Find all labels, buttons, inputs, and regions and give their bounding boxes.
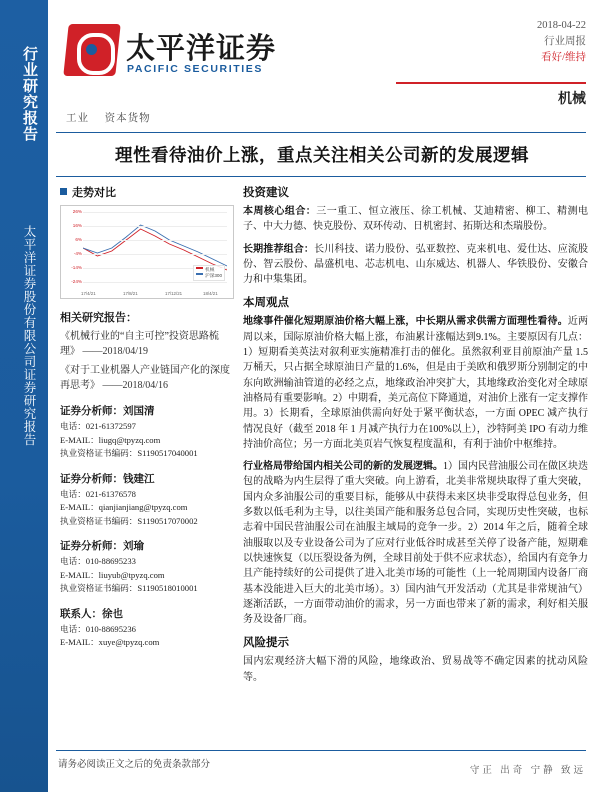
chart-heading-label: 走势对比 (72, 187, 116, 199)
related-report-name: 《机械行业的“自主可控”投资思路梳理》 (60, 331, 219, 357)
chart-ytick-4: -14% (71, 265, 82, 270)
chart-xtick-0: 17/4/21 (81, 291, 96, 296)
rail-title: 行业研究报告 (21, 46, 37, 142)
related-report-name: 《对于工业机器人产业链国产化的深度再思考》 (60, 365, 230, 391)
risk-text: 国内宏观经济大幅下滑的风险，地缘政治、贸易战等不确定因素的扰动风险等。 (243, 656, 588, 683)
chart-legend-0: 机械 (205, 267, 215, 272)
chart-ytick-0: 26% (72, 209, 82, 214)
left-column (60, 184, 232, 650)
left-rail (0, 0, 48, 792)
related-reports-heading: 相关研究报告： (60, 312, 137, 324)
report-date: 2018-04-22 (537, 20, 586, 31)
chart-xtick-6: 18/4/21 (203, 291, 218, 296)
contact-name: 联系人：徐也 (60, 608, 123, 620)
rail-subtitle: 太平洋证券股份有限公司证券研究报告 (22, 225, 36, 446)
footer-disclaimer: 请务必阅读正文之后的免责条款部分 (58, 760, 211, 770)
tag-sector: 资本货物 (104, 113, 151, 124)
analyst-block (60, 471, 232, 529)
analyst-phone: 电话：010-88695233 (60, 556, 136, 566)
analyst-block (60, 403, 232, 461)
industry-logic-label: 行业格局带给国内相关公司的新的发展逻辑。 (243, 461, 443, 473)
contact-email[interactable]: E-MAIL：xuye@tpyzq.com (60, 637, 160, 647)
chart-legend-1: 沪深300 (205, 273, 222, 278)
square-bullet-icon (60, 188, 67, 195)
logo-chinese-name: 太平洋证券 (126, 33, 277, 65)
analyst-email[interactable]: E-MAIL：qianjianjiang@tpyzq.com (60, 502, 188, 512)
weekly-view-paragraph (243, 314, 588, 452)
related-report-item[interactable] (60, 329, 232, 359)
chart-ytick-5: -24% (71, 279, 82, 284)
chart-heading (60, 184, 232, 200)
core-portfolio-paragraph (243, 204, 588, 235)
contact-phone: 电话：010-88695236 (60, 623, 136, 634)
title-top-divider (56, 132, 586, 133)
analyst-email[interactable]: E-MAIL：liuyub@tpyzq.com (60, 569, 165, 580)
footer-divider (56, 750, 586, 751)
chart-xtick-4: 17/12/21 (165, 291, 183, 296)
analyst-name: 证券分析师：刘国清 (60, 406, 155, 417)
rating-badge: 看好/维持 (541, 52, 586, 63)
weekly-view-text: 近两周以来，国际原油价格大幅上涨，布油累计涨幅达到9.1%。主要原因有几点：1）短期看美英法对叙利亚实施精准打击的催化。虽然叙利亚目前原油产量 1.5 万桶天，只占据全球原油日产量的1.6%，但是由于美欧和俄罗斯分别制定的中东向欧洲输油管道的必经之点，地缘政治冲突扩大，其地缘政治变化对全球原油格局有重要影响。2）中期看，美元高位下降通道，对油价上涨有一定支撑作用。3）长期看，全球原油供需向好处于紧平衡状态，一方面 OPEC 减产执行情况良好（截至 2018 年 1 月减产执行力在100%以上），沙特阿美 IPO 有动力维持油价高位；另一方面北美页岩气恢复程度温和，有利于油价中枢维持。 (243, 316, 589, 450)
logo-english-name: PACIFIC SECURITIES (127, 63, 263, 75)
trend-chart (60, 205, 234, 299)
chart-xtick-2: 17/8/21 (123, 291, 138, 296)
related-report-date: ——2018/04/16 (102, 380, 169, 391)
chart-line-jixie (83, 229, 227, 270)
related-report-date: ——2018/04/19 (82, 346, 149, 357)
analyst-name: 证券分析师：刘瑜 (60, 541, 144, 552)
weekly-view-label: 地缘事件催化短期原油价格大幅上涨，中长期从需求供需方面理性看待。 (243, 316, 568, 328)
analyst-block (60, 538, 232, 596)
analyst-phone: 电话：021-61376578 (60, 488, 136, 499)
long-term-portfolio-text: 长川科技、诺力股份、弘亚数控、克来机电、爱仕达、应流股份、智云股份、晶盛机电、芯志机电、山东威达、机器人、华铁股份、安徽合力和中集集团。 (243, 243, 589, 286)
section-heading-weekly-view: 本周观点 (243, 297, 289, 310)
report-type: 行业周报 (544, 36, 586, 47)
header-meta (396, 18, 586, 66)
header-divider (396, 82, 586, 84)
related-report-item[interactable] (60, 363, 232, 393)
analyst-license: 执业资格证书编码：S1190517070002 (60, 515, 198, 526)
analyst-block (60, 606, 232, 650)
page-title: 理性看待油价上涨，重点关注相关公司新的发展逻辑 (115, 145, 529, 165)
industry-name: 机械 (558, 92, 586, 107)
chart-ytick-3: -4% (73, 251, 82, 256)
analyst-license: 执业资格证书编码：S1190517040001 (60, 448, 198, 458)
tag-industry: 工业 (66, 113, 89, 124)
chart-ytick-2: 6% (75, 237, 82, 242)
analyst-phone: 电话：021-61372597 (60, 421, 136, 431)
logo (66, 24, 316, 82)
long-term-portfolio-paragraph (243, 242, 588, 288)
footer-slogan: 守正 出奇 宁静 致远 (469, 766, 586, 776)
industry-logic-text: 1）国内民营油服公司在做区块迭包的战略为内生层得了重大突破。向上游看，北美非常规块取得了重大突破，国内众多油服公司的重要目标，能够从中获得未来区块非受取得总包业务，但多数以低毛利为主导，以往美国产能和服务总包合同，实现历史性突破，也标志着中国民营油服公司在油服主域局的竞争一步。2）2014 年之后，随着全球油服取以及专业设备公司为了应对行业低谷时成甚至关停了设备产能，短期难以快速恢复（以压裂设备为例，全球目前处于供不应求状态），给国内有竞争力且产能持续好的公司提供了进入北美市场的可能性（上一轮周期国内设备厂商基本没能进入巨大的北美市场）。3）国内油气开发活动（尤其是非常规油气）逐渐活跃，一方面带动油价的需求，另一方面也带来了新的需求，利好相关服务及设备厂商。 (243, 461, 588, 626)
analyst-name: 证券分析师：钱建江 (60, 473, 155, 485)
chart-line-hs300 (83, 225, 227, 266)
core-portfolio-text: 三一重工、恒立液压、徐工机械、艾迪精密、柳工、精测电子、中大力德、快克股份、双环传动、日机密封、拓斯达和杰瑞股份。 (243, 206, 588, 233)
right-column (243, 184, 588, 692)
core-portfolio-label: 本周核心组合： (243, 206, 317, 217)
long-term-portfolio-label: 长期推荐组合： (243, 243, 315, 255)
industry-logic-paragraph (243, 459, 588, 627)
chart-ytick-1: 16% (72, 223, 82, 228)
analyst-license: 执业资格证书编码：S1190518010001 (60, 583, 198, 593)
chart-legend (193, 265, 225, 281)
breadcrumb (66, 110, 163, 125)
pacific-securities-logo-icon (66, 24, 118, 76)
analyst-email[interactable]: E-MAIL：liugq@tpyzq.com (60, 434, 161, 445)
section-heading-investment-advice: 投资建议 (243, 187, 289, 199)
section-heading-risk: 风险提示 (243, 637, 289, 650)
title-bottom-divider (56, 176, 586, 177)
